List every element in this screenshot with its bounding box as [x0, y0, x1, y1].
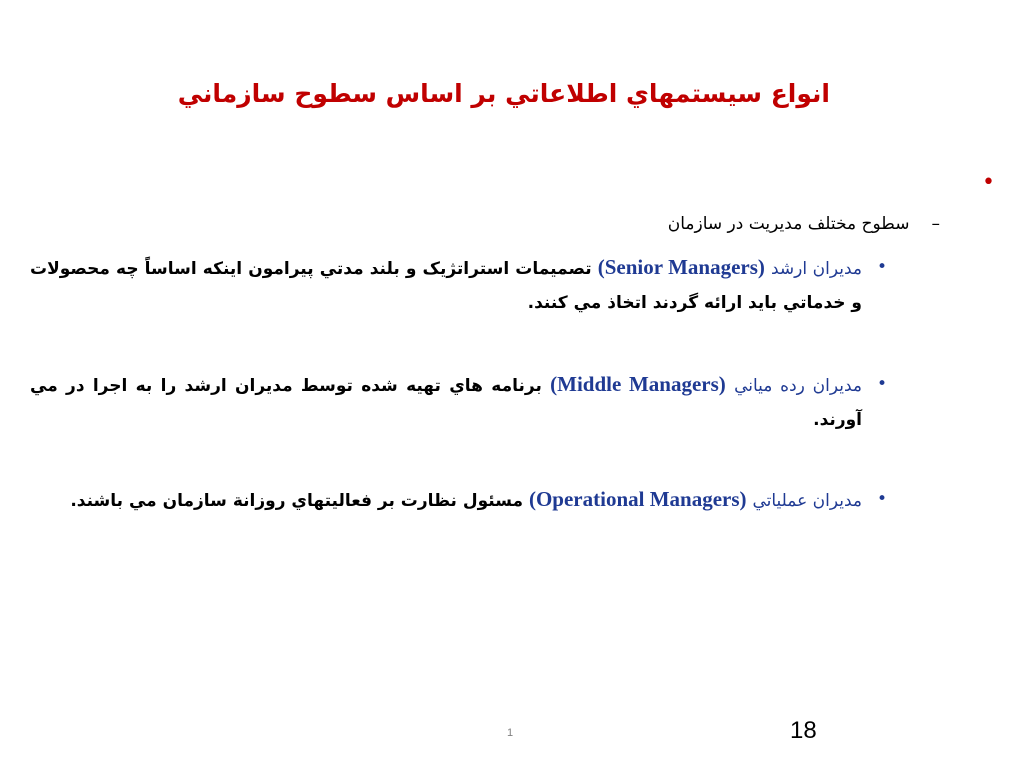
bullet-dot: • — [876, 489, 887, 509]
role-english: (Operational Managers) — [528, 487, 747, 511]
role-english: (Middle Managers) — [550, 372, 726, 396]
manager-item-operational — [30, 482, 887, 518]
role-description: تصميمات استراتژيک و بلند مدتي پيرامون اينکه اساساً چه محصولات و خدماتي بايد ارائه گردند اتخاذ مي کنند. — [30, 259, 862, 313]
manager-item-senior — [30, 250, 887, 320]
footer-mark: 1 — [507, 727, 514, 739]
role-name: مديران رده مياني — [734, 376, 863, 396]
slide-number: 18 — [790, 717, 817, 744]
role-name: مديران ارشد — [770, 259, 863, 279]
role-description: مسئول نظارت بر فعاليتهاي روزانة سازمان مي باشند. — [70, 491, 524, 511]
subheading — [400, 210, 940, 238]
subheading-text: سطوح مختلف مديريت در سازمان — [667, 214, 910, 234]
role-english: (Senior Managers) — [597, 255, 765, 279]
subheading-dash: – — [931, 214, 940, 234]
bullet-dot: • — [876, 374, 887, 394]
slide-title: انواع سيستمهاي اطلاعاتي بر اساس سطوح سازماني — [177, 79, 830, 108]
manager-item-middle — [30, 367, 887, 437]
top-bullet: • — [982, 170, 995, 195]
bullet-dot: • — [876, 257, 887, 277]
role-name: مديران عملياتي — [752, 491, 862, 511]
role-description: برنامه هاي تهيه شده توسط مديران ارشد را به اجرا در مي آورند. — [30, 376, 862, 430]
